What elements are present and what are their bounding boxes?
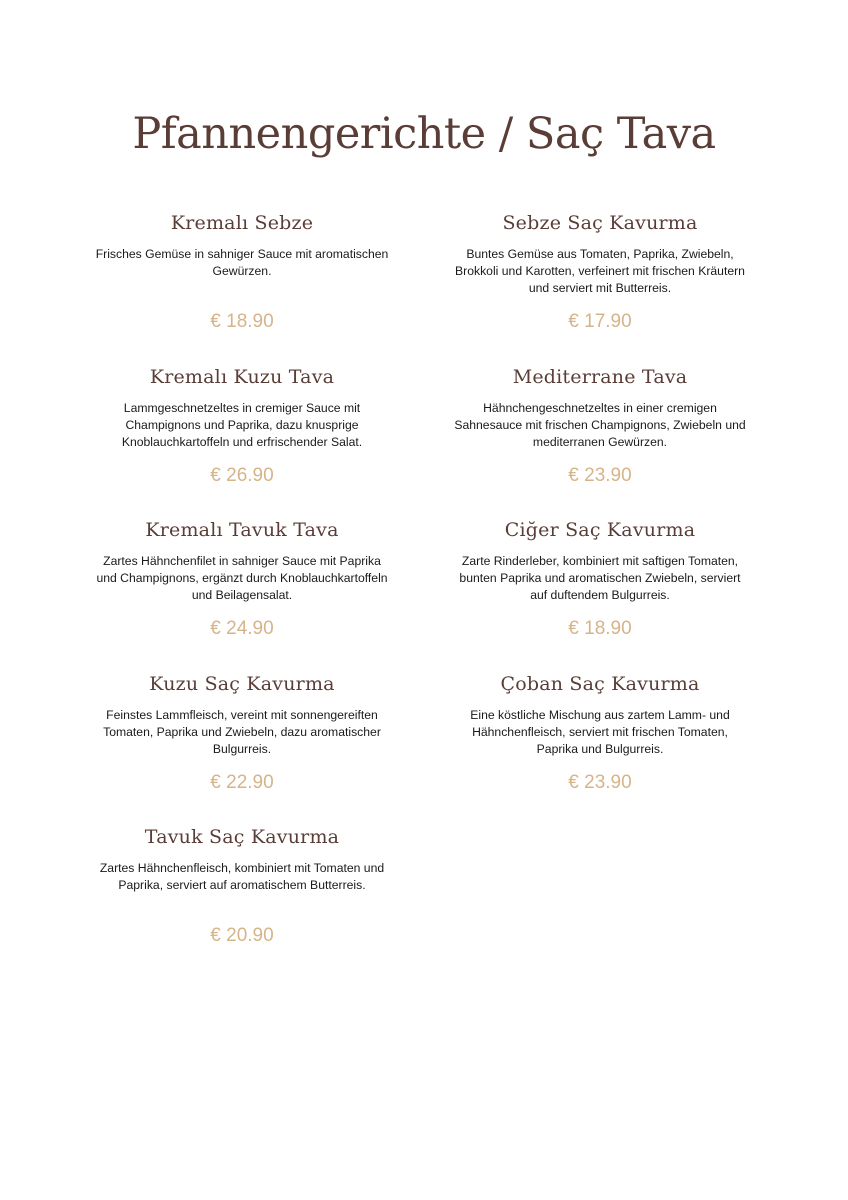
item-description: Lammgeschnetzeltes in cremiger Sauce mit Champignons und Paprika, dazu knusprige Knoblauchkartoffeln und erfrischender Salat.: [121, 401, 363, 449]
item-price: € 26.90: [210, 465, 274, 486]
item-price: € 24.90: [210, 618, 274, 639]
item-description: Hähnchengeschnetzeltes in einer cremigen Sahnesauce mit frischen Champignons, Zwiebeln und mediterranen Gewürzen.: [454, 401, 746, 449]
item-description: Frisches Gemüse in sahniger Sauce mit aromatischen Gewürzen.: [95, 247, 389, 278]
menu-item-kremali-tavuk-tava: [92, 517, 392, 641]
item-price: € 18.90: [568, 618, 632, 639]
menu-item-ciger-sac-kavurma: [450, 517, 750, 641]
item-description: Buntes Gemüse aus Tomaten, Paprika, Zwiebeln, Brokkoli und Karotten, verfeinert mit frischen Kräutern und serviert mit Butterreis.: [455, 247, 745, 295]
item-name: Ciğer Saç Kavurma: [504, 519, 696, 541]
item-description: Zartes Hähnchenfleisch, kombiniert mit Tomaten und Paprika, serviert auf aromatischem Butterreis.: [99, 861, 385, 892]
menu-item-kuzu-sac-kavurma: [92, 671, 392, 795]
item-price: € 17.90: [568, 311, 632, 332]
item-price: € 23.90: [568, 465, 632, 486]
item-name: Sebze Saç Kavurma: [502, 212, 698, 234]
menu-item-tavuk-sac-kavurma: [92, 824, 392, 948]
menu-item-sebze-sac-kavurma: [450, 210, 750, 334]
menu-item-kremali-sebze: [92, 210, 392, 334]
item-name: Çoban Saç Kavurma: [500, 673, 700, 695]
item-price: € 23.90: [568, 772, 632, 793]
item-description: Feinstes Lammfleisch, vereint mit sonnengereiften Tomaten, Paprika und Zwiebeln, dazu aromatischer Bulgurreis.: [103, 708, 381, 756]
item-name: Kuzu Saç Kavurma: [149, 673, 335, 695]
item-description: Zartes Hähnchenfilet in sahniger Sauce mit Paprika und Champignons, ergänzt durch Knoblauchkartoffeln und Beilagensalat.: [96, 554, 388, 602]
page-title: Pfannengerichte / Saç Tava: [132, 109, 716, 159]
menu-item-coban-sac-kavurma: [450, 671, 750, 795]
item-name: Mediterrane Tava: [512, 366, 688, 388]
menu-item-kremali-kuzu-tava: [92, 364, 392, 488]
item-price: € 22.90: [210, 772, 274, 793]
item-name: Tavuk Saç Kavurma: [144, 826, 340, 848]
item-price: € 18.90: [210, 311, 274, 332]
item-price: € 20.90: [210, 925, 274, 946]
item-description: Zarte Rinderleber, kombiniert mit saftigen Tomaten, bunten Paprika und aromatischen Zwiebeln, serviert auf duftendem Bulgurreis.: [459, 554, 741, 602]
item-name: Kremalı Kuzu Tava: [149, 366, 335, 388]
menu-item-mediterrane-tava: [450, 364, 750, 488]
item-name: Kremalı Sebze: [170, 212, 314, 234]
item-description: Eine köstliche Mischung aus zartem Lamm- und Hähnchenfleisch, serviert mit frischen Tomaten, Paprika und Bulgurreis.: [470, 708, 730, 756]
item-name: Kremalı Tavuk Tava: [145, 519, 339, 541]
